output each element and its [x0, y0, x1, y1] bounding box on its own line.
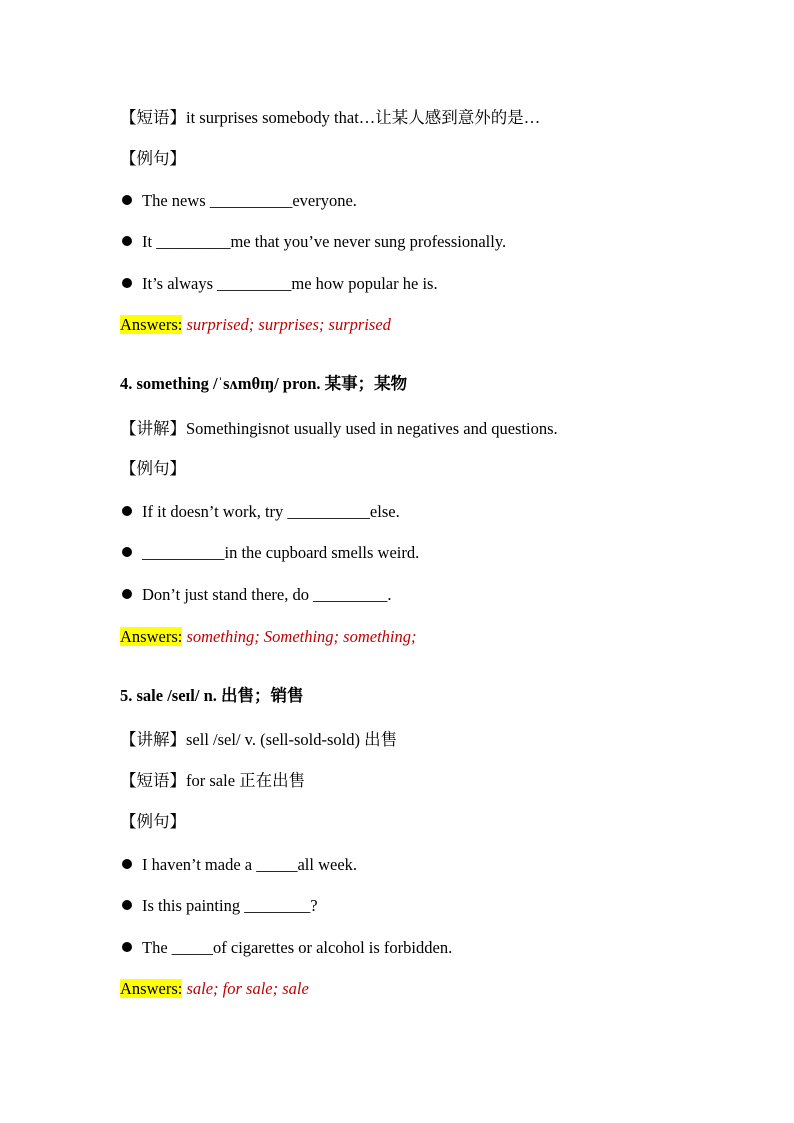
bullet-icon: [122, 900, 132, 910]
phrase-line: 【短语】it surprises somebody that…让某人感到意外的是…: [120, 108, 541, 127]
example-text: It _________me that you’ve never sung professionally.: [142, 232, 507, 251]
example-text: Don’t just stand there, do _________.: [142, 585, 392, 604]
section-heading: 5. sale /seɪl/ n. 出售；销售: [120, 686, 304, 705]
bullet-icon: [122, 589, 132, 599]
answers-label: Answers:: [120, 979, 183, 998]
answers-line: [120, 626, 417, 648]
answers-label: Answers:: [120, 315, 183, 334]
example-text: __________in the cupboard smells weird.: [142, 543, 420, 562]
explanation-line: 【讲解】Somethingisnot usually used in negatives and questions.: [120, 419, 558, 438]
example-item: [122, 542, 419, 564]
example-item: [122, 584, 391, 606]
examples-label: 【例句】: [120, 812, 186, 831]
example-item: [122, 501, 400, 523]
answers-label: Answers:: [120, 627, 183, 646]
example-item: [122, 937, 452, 959]
example-item: [122, 231, 506, 253]
example-item: [122, 895, 318, 917]
example-item: [122, 854, 357, 876]
bullet-icon: [122, 547, 132, 557]
explanation-line: 【讲解】sell /sel/ v. (sell-sold-sold) 出售: [120, 730, 398, 749]
bullet-icon: [122, 859, 132, 869]
bullet-icon: [122, 236, 132, 246]
answers-text: something; Something; something;: [186, 627, 417, 646]
example-text: The news __________everyone.: [142, 191, 357, 210]
examples-label: 【例句】: [120, 459, 186, 478]
answers-line: [120, 314, 391, 336]
phrase-line: 【短语】for sale 正在出售: [120, 771, 306, 790]
bullet-icon: [122, 195, 132, 205]
bullet-icon: [122, 278, 132, 288]
example-text: If it doesn’t work, try __________else.: [142, 502, 400, 521]
example-text: I haven’t made a _____all week.: [142, 855, 358, 874]
example-text: Is this painting ________?: [142, 896, 318, 915]
example-item: [122, 273, 438, 295]
answers-text: surprised; surprises; surprised: [186, 315, 391, 334]
bullet-icon: [122, 506, 132, 516]
example-text: The _____of cigarettes or alcohol is forbidden.: [142, 938, 453, 957]
example-text: It’s always _________me how popular he is.: [142, 274, 438, 293]
bullet-icon: [122, 942, 132, 952]
examples-label: 【例句】: [120, 149, 186, 168]
section-heading: 4. something /ˈsʌmθɪŋ/ pron. 某事；某物: [120, 374, 408, 393]
answers-text: sale; for sale; sale: [186, 979, 309, 998]
answers-line: [120, 978, 309, 1000]
example-item: [122, 190, 357, 212]
